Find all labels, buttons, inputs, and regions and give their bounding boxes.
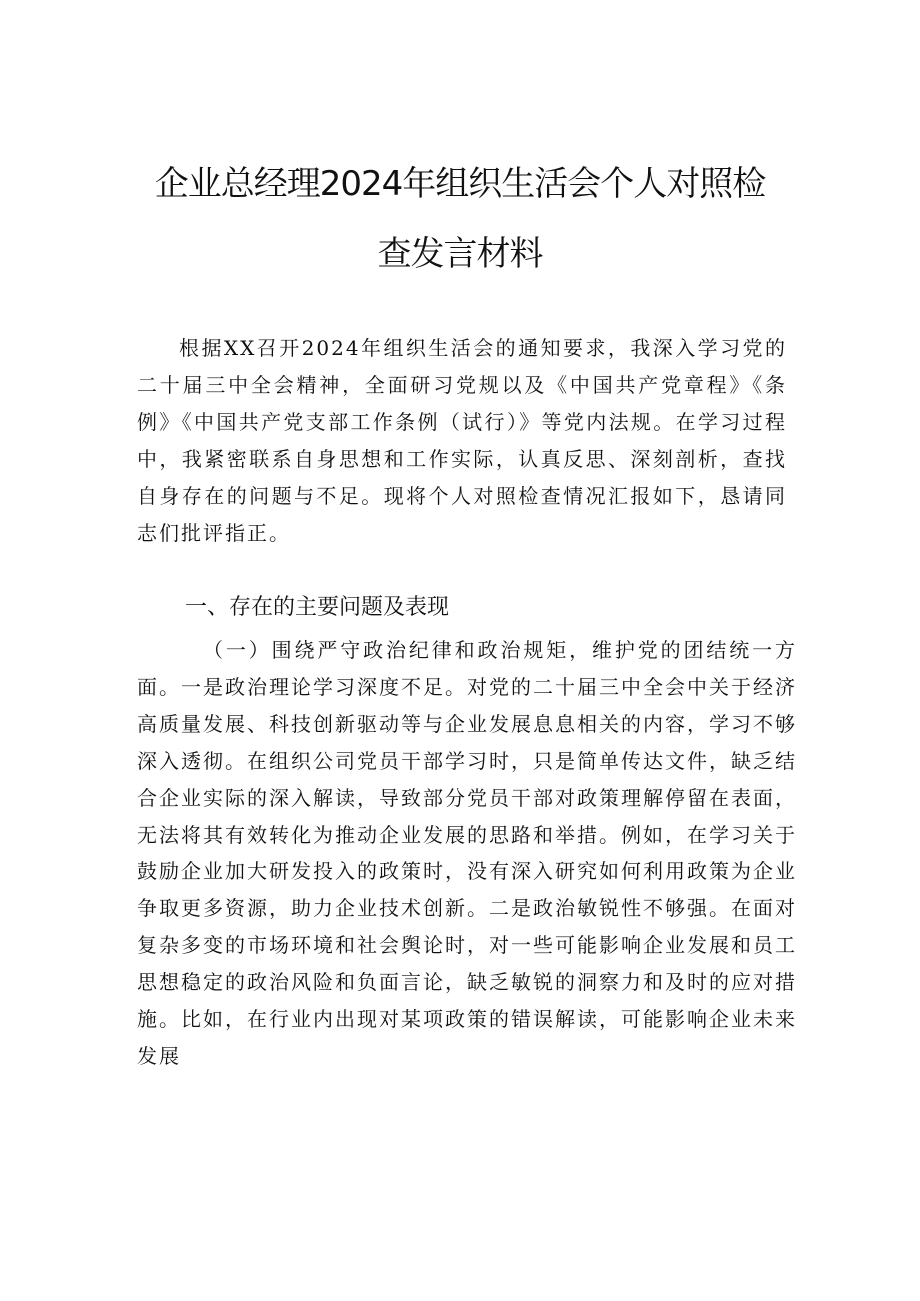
document-title-line-2: 查发言材料: [377, 234, 543, 274]
intro-paragraph: 根据XX召开2024年组织生活会的通知要求，我深入学习党的二十届三中全会精神，全面研习党规以及《中国共产党章程》《条例》《中国共产党支部工作条例（试行）》等党内法规。在学习过程中，我紧密联系自身思想和工作实际，认真反思、深刻剖析，查找自身存在的问题与不足。现将个人对照检查情况汇报如下，恳请同志们批评指正。: [137, 336, 787, 545]
section-heading: 一、存在的主要问题及表现: [185, 595, 450, 620]
section-paragraph: （一）围绕严守政治纪律和政治规矩，维护党的团结统一方面。一是政治理论学习深度不足。对党的二十届三中全会中关于经济高质量发展、科技创新驱动等与企业发展息息相关的内容，学习不够深入透彻。在组织公司党员干部学习时，只是简单传达文件，缺乏结合企业实际的深入解读，导致部分党员干部对政策理解停留在表面，无法将其有效转化为推动企业发展的思路和举措。例如，在学习关于鼓励企业加大研发投入的政策时，没有深入研究如何利用政策为企业争取更多资源，助力企业技术创新。二是政治敏锐性不够强。在面对复杂多变的市场环境和社会舆论时，对一些可能影响企业发展和员工思想稳定的政治风险和负面言论，缺乏敏锐的洞察力和及时的应对措施。比如，在行业内出现对某项政策的错误解读，可能影响企业未来发展: [137, 638, 797, 1068]
document-title-line-1: 企业总经理2024年组织生活会个人对照检: [154, 164, 766, 204]
